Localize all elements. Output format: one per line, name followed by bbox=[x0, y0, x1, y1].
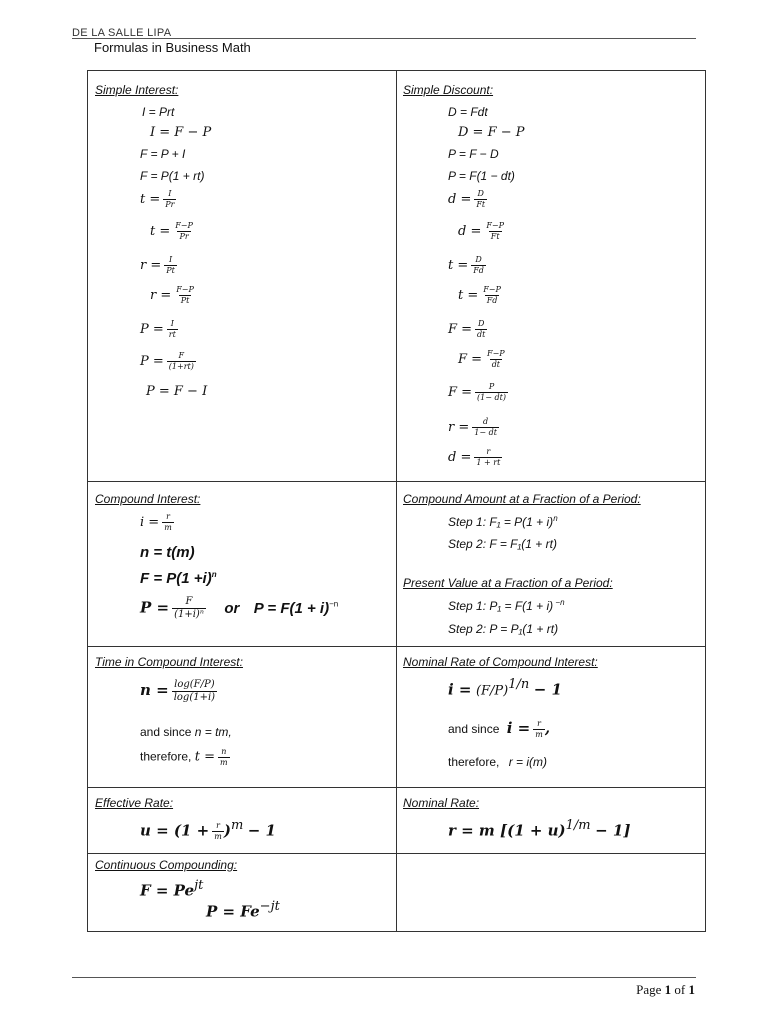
sd-formula-2: D = F − P bbox=[458, 125, 525, 140]
header-rule bbox=[72, 38, 696, 39]
pv-step2-label: Step 2: bbox=[448, 622, 487, 636]
si-formula-3: F = P + I bbox=[140, 147, 186, 161]
sd-F3-lhs: F = bbox=[448, 385, 473, 400]
compound-interest-heading: Compound Interest: bbox=[95, 492, 201, 506]
compound-interest-cell bbox=[88, 482, 397, 647]
compound-fraction-heading: Compound Amount at a Fraction of a Period: bbox=[403, 492, 641, 506]
sd-r1-lhs: r = bbox=[448, 420, 470, 435]
er-num: r bbox=[216, 820, 220, 830]
ci-or: or bbox=[224, 599, 240, 617]
nc-i-paren: (F/P) bbox=[475, 683, 509, 699]
er-den: m bbox=[214, 831, 222, 841]
cf-step1-label: Step 1: bbox=[448, 515, 487, 529]
pv-step1 bbox=[448, 598, 565, 613]
sd-d2-den: Ft bbox=[490, 232, 500, 241]
nominal-compound-heading: Nominal Rate of Compound Interest: bbox=[403, 655, 598, 669]
sd-F1-num: D bbox=[478, 319, 485, 328]
sd-d2 bbox=[458, 221, 506, 242]
ci-i-lhs: i = bbox=[140, 515, 160, 530]
tc-t-den: m bbox=[219, 758, 228, 767]
sd-d3-lhs: d = bbox=[448, 450, 472, 465]
nc-i-lhs: i = bbox=[448, 680, 472, 699]
cf-step2-formula: F = F₁(1 + rt) bbox=[489, 537, 557, 551]
ci-F-exp: n bbox=[211, 570, 217, 579]
sd-t1-lhs: t = bbox=[448, 258, 469, 273]
sd-r1-num: d bbox=[483, 417, 489, 426]
nr-pre: r = m [(1 + u) bbox=[448, 821, 566, 840]
sd-d2-num: F−P bbox=[486, 221, 504, 230]
simple-discount-heading: Simple Discount: bbox=[403, 83, 494, 97]
nominal-rate-cell bbox=[397, 788, 706, 854]
nc-i bbox=[448, 677, 562, 699]
tc-n-den: log(1+i) bbox=[173, 692, 216, 703]
cc-f1-main: F = Pe bbox=[140, 881, 195, 900]
sd-t1-num: D bbox=[475, 255, 482, 264]
ci-F-main: F = P(1 +i) bbox=[140, 570, 212, 587]
ci-P-num: F bbox=[185, 596, 193, 607]
tc-since bbox=[140, 725, 232, 739]
si-r2 bbox=[150, 285, 196, 306]
ci-P-alt-exp: −n bbox=[329, 599, 339, 609]
nc-since-comma: , bbox=[544, 719, 551, 737]
nc-therefore-formula: r = i(m) bbox=[508, 755, 548, 769]
si-t1-den: Pr bbox=[165, 200, 175, 209]
ci-i-den: m bbox=[164, 523, 172, 532]
sd-d3-num: r bbox=[486, 447, 491, 456]
si-formula-4: F = P(1 + rt) bbox=[140, 169, 205, 183]
nc-since-den: m bbox=[535, 730, 543, 740]
sd-t2 bbox=[458, 285, 503, 306]
pv-step2-formula: P = P₁(1 + rt) bbox=[489, 622, 559, 636]
sd-F1 bbox=[448, 319, 487, 340]
footer-of-word: of bbox=[674, 982, 686, 997]
sd-d3-den: 1 + rt bbox=[476, 458, 501, 467]
page-footer bbox=[636, 982, 695, 998]
pv-step1-exp: −n bbox=[553, 598, 565, 607]
sd-d1-num: D bbox=[477, 189, 484, 198]
ci-P-den: (1+i)ⁿ bbox=[174, 609, 204, 620]
si-r1 bbox=[140, 255, 177, 276]
sd-d1-lhs: d = bbox=[448, 192, 472, 207]
si-t2 bbox=[150, 221, 195, 242]
ci-F bbox=[140, 570, 217, 587]
si-p1-den: rt bbox=[168, 330, 176, 339]
si-r2-den: Pt bbox=[180, 296, 190, 305]
sd-formula-3: P = F − D bbox=[448, 147, 499, 161]
compound-fraction-cell bbox=[397, 482, 706, 647]
si-p2-num: F bbox=[178, 351, 185, 360]
pv-step2 bbox=[448, 622, 558, 636]
si-p1 bbox=[140, 319, 178, 340]
sd-F2-num: F−P bbox=[487, 349, 505, 358]
cf-step2-label: Step 2: bbox=[448, 537, 487, 551]
nominal-compound-cell bbox=[397, 647, 706, 788]
nc-since-num: r bbox=[537, 719, 541, 729]
si-r1-num: I bbox=[168, 255, 173, 264]
er-formula bbox=[140, 818, 276, 842]
tc-therefore-text: therefore, bbox=[140, 749, 192, 764]
si-t1-num: I bbox=[168, 189, 172, 198]
si-p1-num: I bbox=[170, 319, 174, 328]
tc-n bbox=[140, 679, 217, 704]
sd-F2 bbox=[458, 349, 507, 370]
er-exp: m bbox=[230, 818, 244, 833]
si-p3: P = F − I bbox=[146, 384, 208, 399]
tc-therefore bbox=[140, 747, 230, 768]
cc-f2-exp: −jt bbox=[259, 899, 280, 914]
continuous-cell bbox=[88, 854, 397, 932]
footer-page-num: 1 bbox=[664, 982, 672, 997]
tc-n-lhs: n = bbox=[140, 681, 169, 699]
er-pre: u = (1 + bbox=[140, 821, 210, 840]
pv-step1-label: Step 1: bbox=[448, 599, 487, 613]
si-p2-den: (1+rt) bbox=[168, 362, 194, 371]
si-p2 bbox=[140, 351, 196, 372]
sd-F3-den: (1− dt) bbox=[477, 393, 506, 402]
tc-n-num: log(F/P) bbox=[174, 679, 215, 690]
sd-d1 bbox=[448, 189, 487, 210]
sd-F2-den: dt bbox=[491, 360, 501, 369]
sd-F2-lhs: F = bbox=[458, 352, 483, 367]
time-compound-heading: Time in Compound Interest: bbox=[95, 655, 243, 669]
nr-post: − 1] bbox=[595, 821, 631, 840]
nc-i-tail: − 1 bbox=[533, 680, 562, 699]
si-t1 bbox=[140, 189, 176, 210]
effective-rate-heading: Effective Rate: bbox=[95, 796, 174, 810]
nc-therefore bbox=[448, 755, 547, 769]
header-org: DE LA SALLE LIPA bbox=[72, 27, 172, 39]
present-value-heading: Present Value at a Fraction of a Period: bbox=[403, 576, 613, 590]
empty-cell bbox=[397, 854, 706, 932]
ci-P-alt: P = F(1 + i) bbox=[253, 599, 330, 617]
si-r2-num: F−P bbox=[176, 285, 194, 294]
nr-formula bbox=[448, 818, 630, 840]
sd-F1-den: dt bbox=[477, 330, 486, 339]
tc-since-text: and since bbox=[140, 725, 192, 739]
ci-i bbox=[140, 512, 174, 533]
si-t1-lhs: t = bbox=[140, 192, 161, 207]
sd-t1 bbox=[448, 255, 486, 276]
cc-f1-exp: jt bbox=[194, 878, 204, 893]
sd-F1-lhs: F = bbox=[448, 322, 473, 337]
page-title: Formulas in Business Math bbox=[94, 40, 251, 55]
si-r1-lhs: r = bbox=[140, 258, 162, 273]
cc-f1 bbox=[140, 878, 203, 900]
continuous-heading: Continuous Compounding: bbox=[95, 858, 238, 872]
footer-page-word: Page bbox=[636, 982, 662, 997]
cc-f2-main: P = Fe bbox=[206, 902, 260, 921]
er-post: ) bbox=[223, 821, 231, 840]
time-compound-cell bbox=[88, 647, 397, 788]
nominal-rate-heading: Nominal Rate: bbox=[403, 796, 480, 810]
nc-since bbox=[448, 719, 550, 740]
sd-t2-lhs: t = bbox=[458, 288, 479, 303]
er-tail: − 1 bbox=[247, 821, 276, 840]
sd-r1 bbox=[448, 417, 499, 438]
si-p1-lhs: P = bbox=[140, 322, 164, 337]
cf-step1-formula: F₁ = P(1 + i) bbox=[489, 515, 554, 529]
sd-formula-4: P = F(1 − dt) bbox=[448, 169, 515, 183]
tc-since-formula: n = tm, bbox=[194, 725, 232, 739]
cf-step1 bbox=[448, 514, 558, 529]
sd-t2-den: Fd bbox=[486, 296, 498, 305]
tc-t-num: n bbox=[221, 747, 227, 756]
ci-n: n = t(m) bbox=[140, 544, 195, 561]
effective-rate-cell bbox=[88, 788, 397, 854]
nc-since-text: and since bbox=[448, 722, 500, 736]
sd-d1-den: Ft bbox=[476, 200, 486, 209]
simple-interest-heading: Simple Interest: bbox=[95, 83, 179, 97]
ci-P bbox=[140, 596, 338, 621]
sd-F3-num: P bbox=[488, 382, 495, 391]
si-formula-2: I = F − P bbox=[150, 125, 212, 140]
si-t2-num: F−P bbox=[175, 221, 193, 230]
sd-t1-den: Fd bbox=[473, 266, 484, 275]
sd-r1-den: 1− dt bbox=[474, 428, 497, 437]
cf-step1-exp: n bbox=[553, 514, 558, 523]
nc-since-lhs: i = bbox=[506, 719, 531, 737]
formula-table bbox=[87, 70, 706, 932]
cc-f2 bbox=[206, 899, 280, 921]
ci-i-num: r bbox=[166, 512, 170, 521]
si-p2-lhs: P = bbox=[140, 354, 164, 369]
sd-t2-num: F−P bbox=[483, 285, 501, 294]
nc-i-exp: 1/n bbox=[508, 677, 530, 692]
footer-rule bbox=[72, 977, 696, 978]
simple-interest-cell bbox=[88, 71, 397, 482]
tc-t-lhs: t = bbox=[194, 749, 215, 765]
sd-d3 bbox=[448, 447, 502, 468]
sd-F3 bbox=[448, 382, 508, 403]
sd-formula-1: D = Fdt bbox=[448, 105, 488, 119]
si-t2-den: Pr bbox=[179, 232, 189, 241]
sd-d2-lhs: d = bbox=[458, 224, 482, 239]
si-r2-lhs: r = bbox=[150, 288, 172, 303]
nr-exp: 1/m bbox=[565, 818, 591, 833]
ci-P-lhs: P = bbox=[140, 598, 170, 617]
si-r1-den: Pt bbox=[166, 266, 175, 275]
pv-step1-formula: P₁ = F(1 + i) bbox=[489, 599, 554, 613]
footer-page-total: 1 bbox=[688, 982, 695, 997]
cf-step2 bbox=[448, 537, 557, 551]
si-t2-lhs: t = bbox=[150, 224, 171, 239]
nc-therefore-text: therefore, bbox=[448, 755, 500, 769]
simple-discount-cell bbox=[397, 71, 706, 482]
si-formula-1: I = Prt bbox=[142, 105, 175, 119]
